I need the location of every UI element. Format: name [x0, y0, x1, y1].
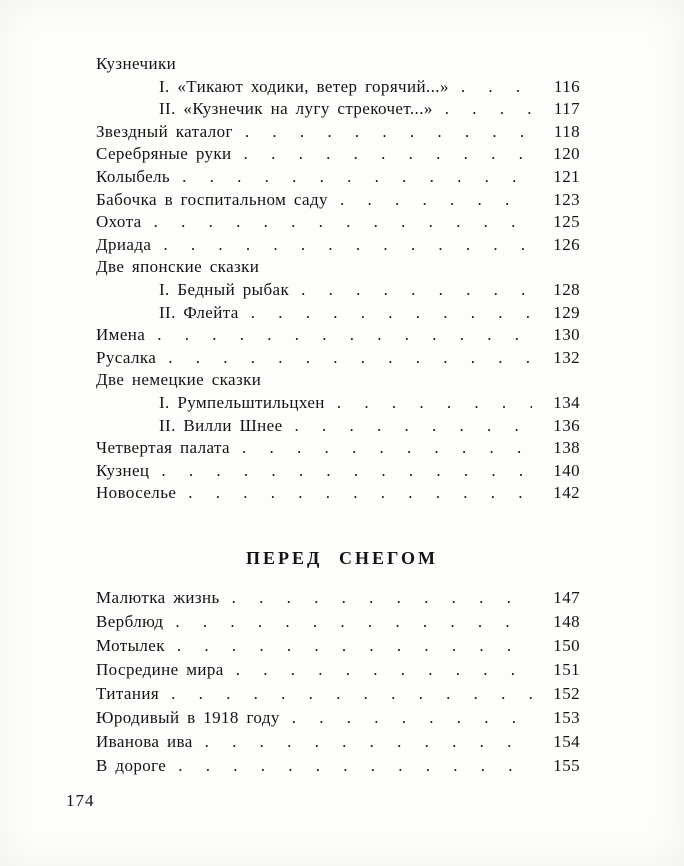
toc-entry-title: II. Вилли Шнее [159, 415, 283, 435]
toc-entry-title: Мотылек [96, 636, 165, 655]
toc-entry-page: 153 [553, 708, 580, 727]
toc-entry-page: 142 [553, 483, 580, 503]
dot-leader [337, 393, 532, 413]
dot-leader [188, 483, 532, 503]
dot-leader [461, 77, 532, 97]
toc-entry [96, 348, 580, 371]
toc-entry [96, 684, 580, 708]
toc-entry-page: 120 [553, 144, 580, 164]
dot-leader [161, 461, 532, 481]
toc-entry-page: 132 [553, 347, 580, 367]
toc-entry [96, 756, 580, 780]
toc-entry [96, 190, 580, 213]
toc-entry-title: Бабочка в госпитальном саду [96, 189, 328, 209]
toc-entry-page: 147 [553, 588, 580, 607]
toc-entry-page: 121 [553, 166, 580, 186]
toc-entry [96, 732, 580, 756]
toc-top [96, 54, 580, 506]
dot-leader [244, 144, 532, 164]
toc-group-title: Две немецкие сказки [96, 370, 262, 390]
toc-entry-page: 136 [553, 415, 580, 435]
dot-leader [171, 684, 532, 704]
toc-entry-title: Иванова ива [96, 732, 193, 751]
toc-entry-page: 116 [553, 76, 580, 96]
dot-leader [301, 280, 532, 300]
toc-entry-title: II. Флейта [159, 302, 239, 322]
toc-entry [96, 212, 580, 235]
dot-leader [177, 636, 532, 656]
toc-entry-title: Титания [96, 684, 160, 703]
dot-leader [242, 438, 532, 458]
dot-leader [295, 416, 532, 436]
toc-group-title: Кузнечики [96, 54, 177, 73]
toc-entry [96, 303, 580, 326]
toc-entry-page: 151 [553, 660, 580, 679]
toc-entry [96, 325, 580, 348]
page-number: 174 [66, 791, 95, 810]
dot-leader [178, 756, 532, 776]
toc-entry-title: Русалка [96, 347, 157, 367]
toc-group [96, 370, 580, 393]
toc-entry-title: I. Бедный рыбак [159, 279, 290, 299]
dot-leader [154, 212, 532, 232]
toc-entry-page: 154 [553, 732, 580, 751]
dot-leader [205, 732, 532, 752]
toc-entry [96, 438, 580, 461]
dot-leader [157, 325, 532, 345]
dot-leader [340, 190, 532, 210]
dot-leader [236, 660, 532, 680]
toc-entry-page: 118 [553, 121, 580, 141]
toc-entry [96, 660, 580, 684]
toc-entry [96, 461, 580, 484]
dot-leader [168, 348, 532, 368]
toc-entry [96, 393, 580, 416]
toc-entry [96, 235, 580, 258]
toc-entry-title: Колыбель [96, 166, 171, 186]
toc-entry [96, 77, 580, 100]
dot-leader [245, 122, 532, 142]
dot-leader [182, 167, 532, 187]
dot-leader [163, 235, 532, 255]
dot-leader [445, 99, 532, 119]
toc-entry-title: В дороге [96, 756, 167, 775]
dot-leader [232, 588, 532, 608]
dot-leader [175, 612, 532, 632]
toc-entry-page: 123 [553, 189, 580, 209]
dot-leader [292, 708, 532, 728]
toc-entry [96, 612, 580, 636]
toc-entry [96, 167, 580, 190]
toc-entry-page: 148 [553, 612, 580, 631]
toc-entry-title: Дриада [96, 234, 152, 254]
dot-leader [251, 303, 532, 323]
toc-entry-title: Охота [96, 212, 142, 232]
toc-entry-page: 134 [553, 392, 580, 412]
toc-entry [96, 416, 580, 439]
toc-entry-page: 138 [553, 438, 580, 458]
toc-entry-title: Звездный каталог [96, 121, 233, 141]
toc-entry-title: Новоселье [96, 483, 177, 503]
section-heading: ПЕРЕД СНЕГОМ [246, 548, 438, 568]
toc-entry-page: 125 [553, 212, 580, 232]
toc-entry [96, 483, 580, 506]
toc-entry-page: 129 [553, 302, 580, 322]
toc-entry-title: I. «Тикают ходики, ветер горячий...» [159, 76, 449, 96]
toc-entry-page: 126 [553, 234, 580, 254]
toc-entry [96, 99, 580, 122]
toc-entry-title: Юродивый в 1918 году [96, 708, 280, 727]
toc-entry [96, 636, 580, 660]
toc-entry-title: Верблюд [96, 612, 164, 631]
toc-entry [96, 144, 580, 167]
toc-entry-page: 155 [553, 756, 580, 775]
toc-entry-title: Малютка жизнь [96, 588, 220, 607]
toc-entry [96, 588, 580, 612]
toc-entry-page: 150 [553, 636, 580, 655]
toc-entry-page: 117 [553, 99, 580, 119]
toc-entry-page: 140 [553, 460, 580, 480]
toc-entry-title: Четвертая палата [96, 438, 230, 458]
toc-group [96, 257, 580, 280]
toc-entry-title: Имена [96, 325, 146, 345]
toc-entry [96, 708, 580, 732]
toc-entry-title: II. «Кузнечик на лугу стрекочет...» [159, 99, 433, 119]
toc-entry [96, 122, 580, 145]
toc-entry-title: I. Румпельштильцхен [159, 392, 325, 412]
toc-entry-page: 128 [553, 279, 580, 299]
toc-group [96, 54, 580, 77]
toc-entry [96, 280, 580, 303]
toc-entry-title: Кузнец [96, 460, 150, 480]
toc-entry-title: Посредине мира [96, 660, 224, 679]
toc-bottom [96, 588, 580, 780]
toc-entry-page: 130 [553, 325, 580, 345]
toc-entry-title: Серебряные руки [96, 144, 232, 164]
toc-group-title: Две японские сказки [96, 257, 260, 277]
toc-entry-page: 152 [553, 684, 580, 703]
